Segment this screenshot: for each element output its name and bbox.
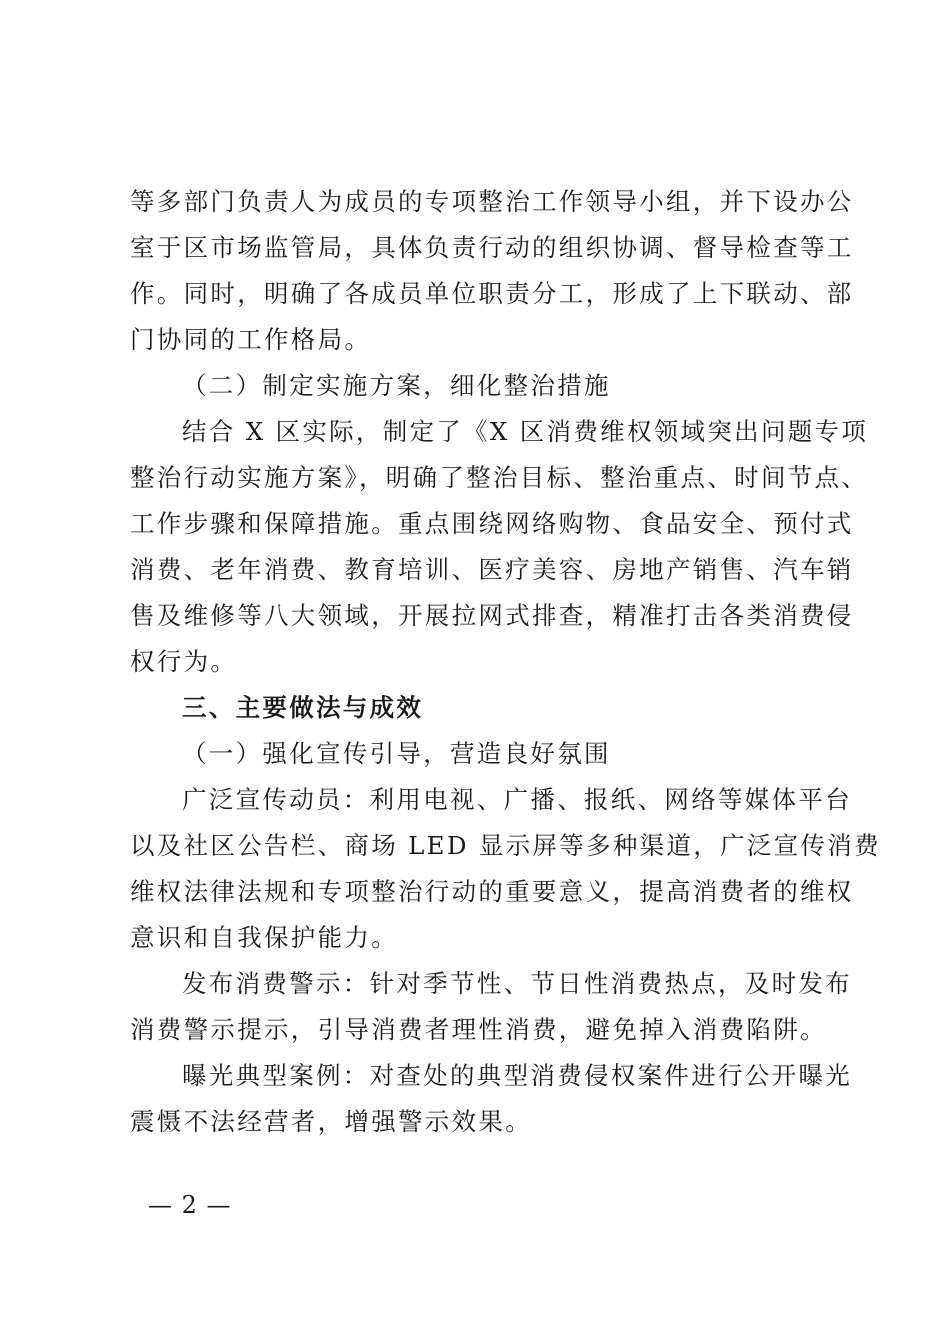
paragraph-line-4: 门协同的工作格局。 <box>130 325 372 354</box>
paragraph-line-19: 消费警示提示，引导消费者理性消费，避免掉入消费陷阱。 <box>130 1015 827 1044</box>
page-number: — 2 — <box>148 1191 232 1219</box>
paragraph-line-20: 曝光典型案例：对查处的典型消费侵权案件进行公开曝光 <box>182 1061 852 1090</box>
paragraph-line-7: 整治行动实施方案》，明确了整治目标、整治重点、时间节点、 <box>130 463 869 492</box>
paragraph-line-15: 以及社区公告栏、商场 LED 显示屏等多种渠道，广泛宣传消费 <box>130 831 881 860</box>
paragraph-line-21: 震慑不法经营者，增强警示效果。 <box>130 1107 532 1136</box>
paragraph-line-17: 意识和自我保护能力。 <box>130 923 398 952</box>
paragraph-line-3: 作。同时，明确了各成员单位职责分工，形成了上下联动、部 <box>130 279 854 308</box>
paragraph-line-9: 消费、老年消费、教育培训、医疗美容、房地产销售、汽车销 <box>130 555 854 584</box>
paragraph-line-11: 权行为。 <box>130 647 238 676</box>
paragraph-line-6: 结合 X 区实际，制定了《X 区消费维权领域突出问题专项 <box>182 417 869 446</box>
paragraph-line-2: 室于区市场监管局，具体负责行动的组织协调、督导检查等工 <box>130 233 854 262</box>
subheading-publicity: （一）强化宣传引导，营造良好氛围 <box>182 739 611 768</box>
paragraph-line-14: 广泛宣传动员：利用电视、广播、报纸、网络等媒体平台 <box>182 785 852 814</box>
document-body <box>130 182 881 1148</box>
paragraph-line-8: 工作步骤和保障措施。重点围绕网络购物、食品安全、预付式 <box>130 509 854 538</box>
paragraph-line-16: 维权法律法规和专项整治行动的重要意义，提高消费者的维权 <box>130 877 854 906</box>
section-heading-main-practices: 三、主要做法与成效 <box>182 693 424 722</box>
paragraph-line-18: 发布消费警示：针对季节性、节日性消费热点，及时发布 <box>182 969 852 998</box>
paragraph-line-10: 售及维修等八大领域，开展拉网式排查，精准打击各类消费侵 <box>130 601 854 630</box>
paragraph-line-1: 等多部门负责人为成员的专项整治工作领导小组，并下设办公 <box>130 187 854 216</box>
subheading-formulate-plan: （二）制定实施方案，细化整治措施 <box>182 371 611 400</box>
